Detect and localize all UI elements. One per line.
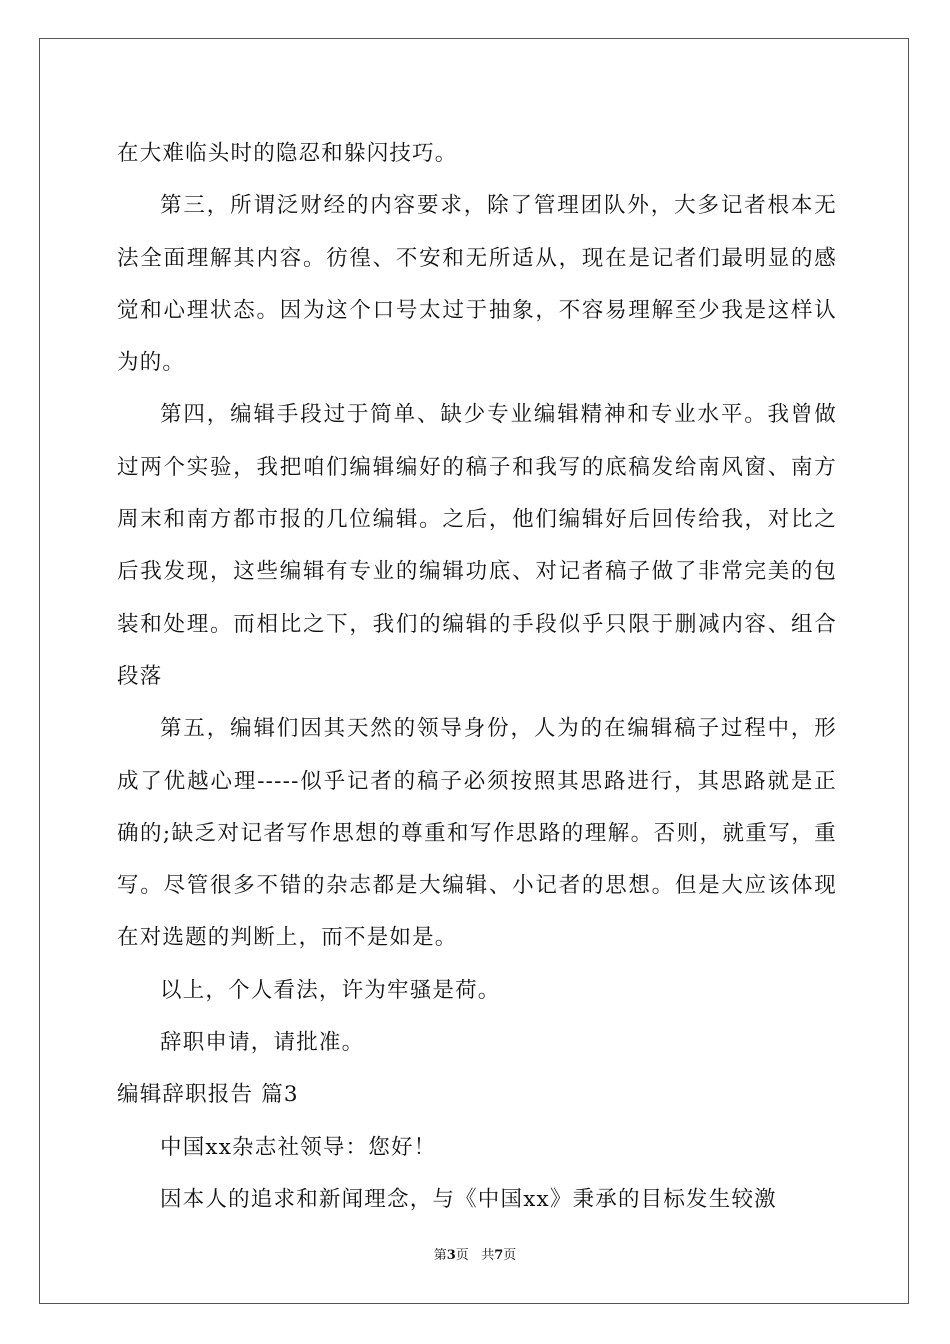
paragraph-9: 因本人的追求和新闻理念，与《中国xx》秉承的目标发生较激 — [160, 1186, 777, 1212]
paragraph-4: 第五，编辑们因其天然的领导身份，人为的在编辑稿子过程中，形成了优越心理-----似乎记者的稿子必须按照其思路进行，其思路就是正确的;缺乏对记者写作思想的尊重和写作思路的理解。否则，就重写，重写。尽管很多不错的杂志都是大编辑、小记者的思想。但是大应该体现在对选题的判断上，而不是如是。 — [117, 716, 837, 951]
paragraph-2: 第三，所谓泛财经的内容要求，除了管理团队外，大多记者根本无法全面理解其内容。彷徨、不安和无所适从，现在是记者们最明显的感觉和心理状态。因为这个口号太过于抽象，不容易理解至少我是这样认为的。 — [117, 193, 837, 376]
paragraph-3: 第四，编辑手段过于简单、缺少专业编辑精神和专业水平。我曾做过两个实验，我把咱们编辑编好的稿子和我写的底稿发给南风窗、南方周末和南方都市报的几位编辑。之后，他们编辑好后回传给我，对比之后我发现，这些编辑有专业的编辑功底、对记者稿子做了非常完美的包装和处理。而相比之下，我们的编辑的手段似乎只限于删减内容、组合段落 — [117, 402, 837, 689]
total-prefix: 共 — [481, 1248, 495, 1263]
paragraph-5: 以上，个人看法，许为牢骚是荷。 — [160, 977, 501, 1003]
total-suffix: 页 — [503, 1248, 517, 1263]
paragraph-1: 在大难临头时的隐忍和躲闪技巧。 — [117, 141, 458, 166]
page-prefix: 第 — [433, 1248, 447, 1263]
paragraph-salutation: 中国xx杂志社领导：您好！ — [160, 1134, 437, 1160]
page-number: 3 — [446, 1248, 456, 1263]
section-heading: 编辑辞职报告 篇3 — [117, 1082, 299, 1108]
document-body — [117, 128, 837, 1226]
paragraph-6: 辞职申请，请批准。 — [160, 1030, 365, 1056]
total-pages: 7 — [494, 1248, 504, 1263]
page-suffix: 页 — [455, 1248, 469, 1263]
page-footer — [0, 1244, 950, 1263]
